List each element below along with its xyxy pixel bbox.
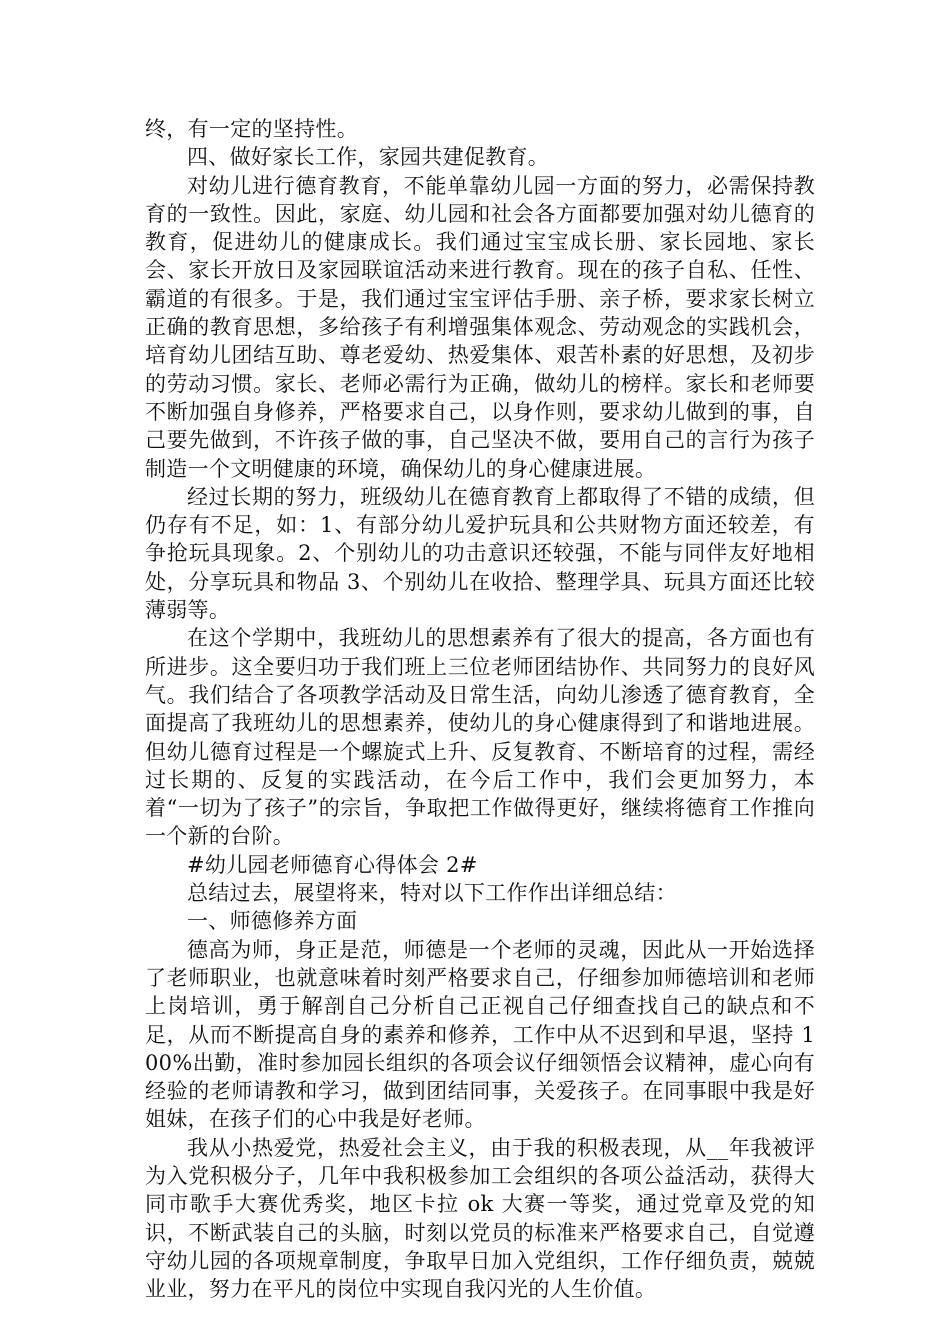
paragraph-continuation: 终，有一定的坚持性。 <box>145 117 358 141</box>
document-body <box>145 115 815 1303</box>
paragraph-semester-progress: 在这个学期中，我班幼儿的思想素养有了很大的提高，各方面也有所进步。这全要归功于我们班上三位老师团结协作、共同努力的良好风气。我们结合了各项教学活动及日常生活，向幼儿渗透了德育教育，全面提高了我班幼儿的思想素养，使幼儿的身心健康得到了和谐地进展。但幼儿德育过程是一个螺旋式上升、反复教育、不断培育的过程，需经过长期的、反复的实践活动，在今后工作中，我们会更加努力，本着“一切为了孩子”的宗旨，争取把工作做得更好，继续将德育工作推向一个新的台阶。 <box>145 626 815 849</box>
paragraph-moral-education-consistency: 对幼儿进行德育教育，不能单靠幼儿园一方面的努力，必需保持教育的一致性。因此，家庭、幼儿园和社会各方面都要加强对幼儿德育的教育，促进幼儿的健康成长。我们通过宝宝成长册、家长园地、家长会、家长开放日及家园联谊活动来进行教育。现在的孩子自私、任性、霸道的有很多。于是，我们通过宝宝评估手册、亲子桥，要求家长树立正确的教育思想，多给孩子有利增强集体观念、劳动观念的实践机会，培育幼儿团结互助、尊老爱幼、热爱集体、艰苦朴素的好思想，及初步的劳动习惯。家长、老师必需行为正确，做幼儿的榜样。家长和老师要不断加强自身修养，严格要求自己，以身作则，要求幼儿做到的事，自己要先做到，不许孩子做的事，自己坚决不做，要用自己的言行为孩子制造一个文明健康的环境，确保幼儿的身心健康进展。 <box>145 173 815 481</box>
section-heading-teacher-ethics: 一、师德修养方面 <box>187 909 358 934</box>
paragraph-teacher-ethics: 德高为师，身正是范，师德是一个老师的灵魂，因此从一开始选择了老师职业，也就意味着时刻严格要求自己，仔细参加师德培训和老师上岗培训，勇于解剖自己分析自己正视自己仔细查找自己的缺点和不足，从而不断提高自身的素养和修养，工作中从不迟到和早退，坚持 100%出勤，准时参加园长组织的各项会议仔细领悟会议精神，虚心向有经验的老师请教和学习，做到团结同事，关爱孩子。在同事眼中我是好姐妹，在孩子们的心中我是好老师。 <box>145 937 815 1132</box>
article-title-2: #幼儿园老师德育心得体会 2# <box>187 852 478 877</box>
paragraph-achievements-shortcomings: 经过长期的努力，班级幼儿在德育教育上都取得了不错的成绩，但仍存有不足，如：1、有部分幼儿爱护玩具和公共财物方面还较差，有争抢玩具现象。2、个别幼儿的功击意识还较强，不能与同伴友好地相处，分享玩具和物品 3、个别幼儿在收拾、整理学具、玩具方面还比较薄弱等。 <box>145 484 815 623</box>
section-heading-parent-work: 四、做好家长工作，家园共建促教育。 <box>187 145 550 170</box>
paragraph-party-activities: 我从小热爱党，热爱社会主义，由于我的积极表现，从__年我被评为入党积极分子，几年中我积极参加工会组织的各项公益活动，获得大同市歌手大赛优秀奖，地区卡拉 ok 大赛一等奖，通过党章及党的知识，不断武装自己的头脑，时刻以党员的标准来严格要求自己，自觉遵守幼儿园的各项规章制度，争取早日加入党组织，工作仔细负责，兢兢业业，努力在平凡的岗位中实现自我闪光的人生价值。 <box>145 1135 815 1302</box>
paragraph-summary-intro: 总结过去，展望将来，特对以下工作作出详细总结： <box>187 881 677 906</box>
